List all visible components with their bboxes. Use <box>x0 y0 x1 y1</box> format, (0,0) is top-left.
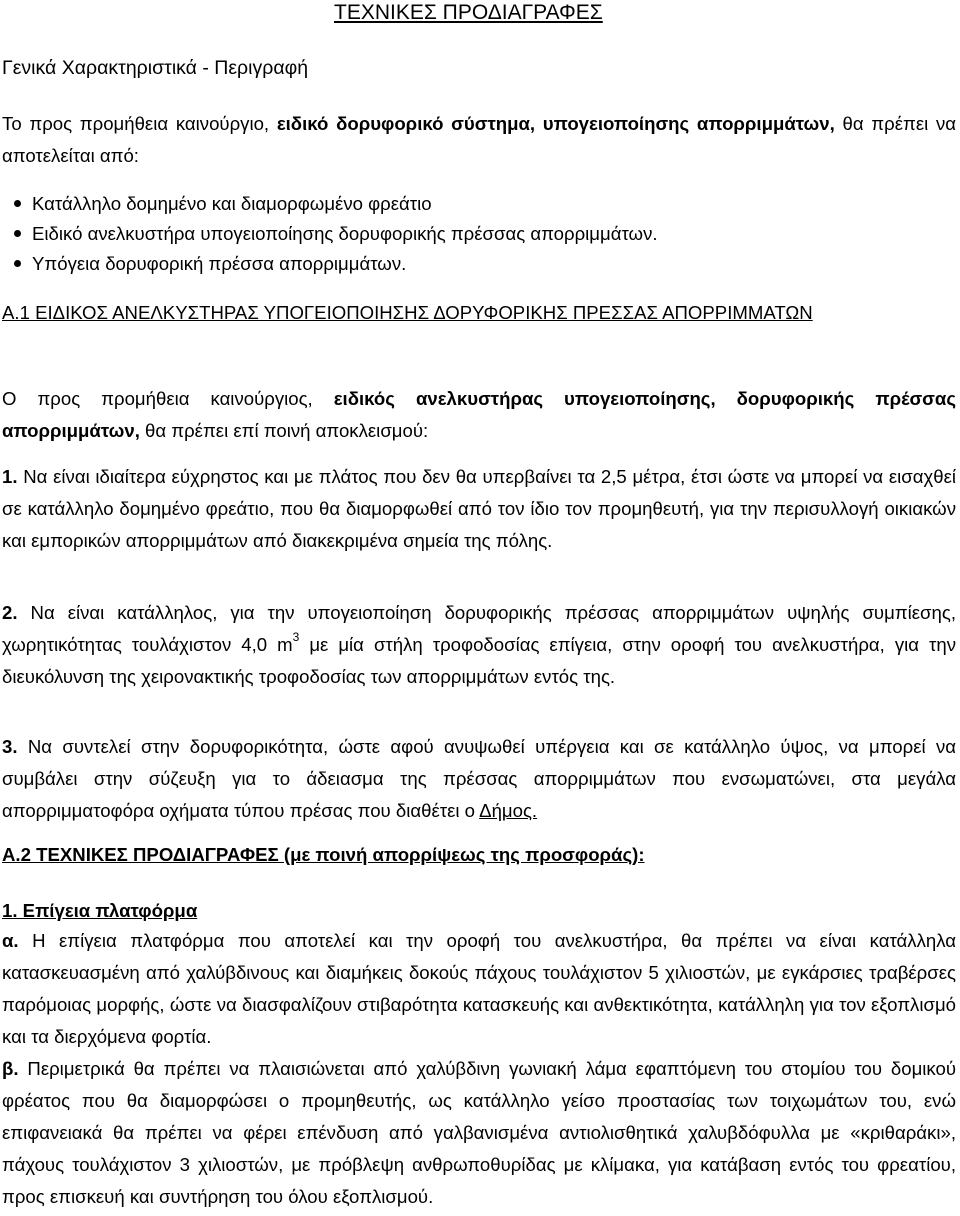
intro-paragraph <box>2 108 956 172</box>
page-title: ΤΕΧΝΙΚΕΣ ΠΡΟΔΙΑΓΡΑΦΕΣ <box>334 1 603 24</box>
a1-paragraph-1: 1. Να είναι ιδιαίτερα εύχρηστος και με πλάτος που δεν θα υπερβαίνει τα 2,5 μέτρα, έτσι ώστε να μπορεί να εισαχθεί σε κατάλληλο δομημένο φρεάτιο, που θα διαμορφωθεί από τον ίδιο τον προμηθευτή, για την περισυλλογή οικιακών και εμπορικών απορριμμάτων από διακεκριμένα σημεία της πόλης. <box>2 466 956 551</box>
a2-subheading: 1. Επίγεια πλατφόρμα <box>2 900 198 921</box>
bullet-item: Ειδικό ανελκυστήρα υπογειοποίησης δορυφορικής πρέσσας απορριμμάτων. <box>14 218 658 250</box>
intro-text-end: θα πρέπει να αποτελείται από: <box>2 113 957 166</box>
a2-heading: Α.2 ΤΕΧΝΙΚΕΣ ΠΡΟΔΙΑΓΡΑΦΕΣ (με ποινή απορρίψεως της προσφοράς): <box>2 844 645 865</box>
a1-heading: Α.1 ΕΙΔΙΚΟΣ ΑΝΕΛΚΥΣΤΗΡΑΣ ΥΠΟΓΕΙΟΠΟΙΗΣΗΣ ΔΟΡΥΦΟΡΙΚΗΣ ΠΡΕΣΣΑΣ ΑΠΟΡΡΙΜΜΑΤΩΝ <box>2 302 813 323</box>
a2-paragraph-a: α. Η επίγεια πλατφόρμα που αποτελεί και την οροφή του ανελκυστήρα, θα πρέπει να είναι κατάλληλα κατασκευασμένη από χαλύβδινους και διαμήκεις δοκούς πάχους τουλάχιστον 5 χιλιοστών, με εγκάρσιες τραβέρσες παρόμοιας μορφής, ώστε να διασφαλίζουν στιβαρότητα κατασκευής και ανθεκτικότητα, κατάλληλη για τον εξοπλισμό και τα διερχόμενα φορτία. <box>2 930 956 1047</box>
a1-paragraph-3: 3. Να συντελεί στην δορυφορικότητα, ώστε αφού ανυψωθεί υπέργεια και σε κατάλληλο ύψος, να μπορεί να συμβάλει στην σύζευξη για το άδειασμα της πρέσσας απορριμμάτων που ενσωματώνει, στα μεγάλα απορριμματοφόρα οχήματα τύπου πρέσας που διαθέτει ο Δήμος. <box>2 736 956 821</box>
bullet-item: Κατάλληλο δομημένο και διαμορφωμένο φρεάτιο <box>14 188 432 220</box>
superscript-3: 3 <box>292 629 300 644</box>
section-heading: Γενικά Χαρακτηριστικά - Περιγραφή <box>2 57 309 79</box>
a1-paragraph-2: 2. Να είναι κατάλληλος, για την υπογειοποίηση δορυφορικής πρέσσας απορριμμάτων υψηλής συμπίεσης, χωρητικότητας τουλάχιστον 4,0 $m^3$ με μία στήλη τροφοδοσίας επίγεια, στην οροφή του ανελκυστήρα, για την διευκόλυνση της χειρονακτικής τροφοδοσίας των απορριμμάτων εντός της. <box>2 602 957 687</box>
a1-intro: Ο προς προμήθεια καινούργιος, ειδικός ανελκυστήρας υπογειοποίησης, δορυφορικής πρέσσας απορριμμάτων, θα πρέπει επί ποινή αποκλεισμού: <box>2 388 956 441</box>
a2-paragraph-b: β. Περιμετρικά θα πρέπει να πλαισιώνεται από χαλύβδινη γωνιακή λάμα εφαπτόμενη του στομίου του δομικού φρέατος που θα διαμορφώσει ο προμηθευτής, ως κατάλληλο γείσο προστασίας των τοιχωμάτων του, ενώ επιφανειακά θα πρέπει να φέρει επένδυση από γαλβανισμένα αντιολισθητικά χαλυβδόφυλλα με «κριθαράκι», πάχους τουλάχιστον 3 χιλιοστών, με πρόβλεψη ανθρωποθυρίδας με κλίμακα, για κατάβαση εντός του φρεατίου, προς επισκευή και συντήρηση του όλου εξοπλισμού. <box>2 1058 956 1207</box>
intro-text: Το προς προμήθεια καινούργιο, <box>2 113 277 134</box>
bullet-dot-icon <box>14 200 21 207</box>
bullet-dot-icon <box>14 260 21 267</box>
bullet-dot-icon <box>14 230 21 237</box>
intro-bold: ειδικό δορυφορικό σύστημα, υπογειοποίησης απορριμμάτων, <box>276 113 835 134</box>
bullet-item: Υπόγεια δορυφορική πρέσσα απορριμμάτων. <box>14 248 406 280</box>
